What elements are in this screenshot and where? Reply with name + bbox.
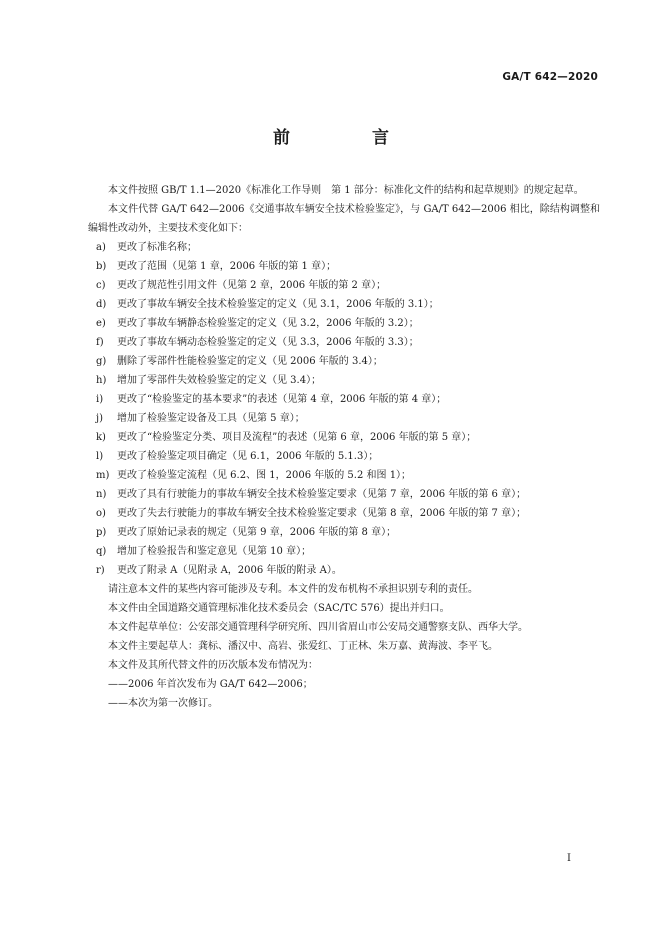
list-item-text: 更改了“检验鉴定分类、项目及流程”的表述（见第 6 章，2006 年版的第 5 章）； bbox=[117, 432, 477, 443]
history-item: ——本次为第一次修订。 bbox=[108, 698, 218, 709]
list-marker: g) bbox=[96, 356, 107, 367]
list-item bbox=[88, 390, 600, 409]
list-item-text: 更改了原始记录表的规定（见第 9 章，2006 年版的第 8 章）； bbox=[117, 527, 397, 538]
list-item-text: 更改了标准名称； bbox=[117, 242, 197, 253]
list-item bbox=[88, 485, 600, 504]
list-marker: f) bbox=[96, 337, 104, 348]
list-item bbox=[88, 447, 600, 466]
list-item-text: 增加了零部件失效检验鉴定的定义（见 3.4）； bbox=[117, 375, 322, 386]
list-marker: b) bbox=[96, 261, 107, 272]
intro-paragraph: 本文件代替 GA/T 642—2006《交通事故车辆安全技术检验鉴定》，与 GA/T 642—2006 相比，除结构调整和编辑性改动外，主要技术变化如下： bbox=[88, 204, 600, 234]
list-marker: c) bbox=[96, 280, 106, 291]
list-item-text: 更改了事故车辆动态检验鉴定的定义（见 3.3，2006 年版的 3.3）； bbox=[117, 337, 419, 348]
drafters: 本文件主要起草人：龚标、潘汉中、高岩、张爱红、丁正林、朱万嘉、黄海波、李平飞。 bbox=[108, 641, 498, 652]
list-item-text: 更改了检验鉴定项目确定（见 6.1，2006 年版的 5.1.3）； bbox=[117, 451, 379, 462]
list-item bbox=[88, 504, 600, 523]
list-marker: e) bbox=[96, 318, 106, 329]
list-marker: l) bbox=[96, 451, 104, 462]
list-item bbox=[88, 333, 600, 352]
list-marker: o) bbox=[96, 508, 106, 519]
list-marker: h) bbox=[96, 375, 107, 386]
standard-code: GA/T 642—2020 bbox=[502, 71, 598, 83]
page-number: I bbox=[567, 853, 571, 864]
list-item-text: 更改了范围（见第 1 章，2006 年版的第 1 章）； bbox=[117, 261, 337, 272]
list-item-text: 更改了事故车辆安全技术检验鉴定的定义（见 3.1，2006 年版的 3.1）； bbox=[117, 299, 439, 310]
list-item bbox=[88, 314, 600, 333]
list-item-text: 更改了规范性引用文件（见第 2 章，2006 年版的第 2 章）； bbox=[117, 280, 387, 291]
list-item bbox=[88, 352, 600, 371]
history-item: ——2006 年首次发布为 GA/T 642—2006； bbox=[108, 679, 313, 690]
list-marker: q) bbox=[96, 546, 107, 557]
history-heading: 本文件及其所代替文件的历次版本发布情况为： bbox=[108, 660, 318, 671]
proposer-statement: 本文件由全国道路交通管理标准化技术委员会（SAC/TC 576）提出并归口。 bbox=[108, 603, 450, 614]
list-item bbox=[88, 561, 600, 580]
list-item bbox=[88, 466, 600, 485]
patent-notice: 请注意本文件的某些内容可能涉及专利。本文件的发布机构不承担识别专利的责任。 bbox=[108, 584, 478, 595]
list-item bbox=[88, 523, 600, 542]
list-marker: p) bbox=[96, 527, 107, 538]
list-marker: a) bbox=[96, 242, 106, 253]
list-item bbox=[88, 428, 600, 447]
list-item-text: 增加了检验鉴定设备及工具（见第 5 章）； bbox=[117, 413, 305, 424]
list-item bbox=[88, 238, 600, 257]
page-title: 前 言 bbox=[273, 128, 427, 148]
list-marker: k) bbox=[96, 432, 106, 443]
list-item-text: 更改了失去行驶能力的事故车辆安全技术检验鉴定要求（见第 8 章，2006 年版的第 7 章）； bbox=[117, 508, 527, 519]
list-item-text: 删除了零部件性能检验鉴定的定义（见 2006 年版的 3.4）； bbox=[117, 356, 383, 367]
list-item-text: 更改了附录 A（见附录 A，2006 年版的附录 A）。 bbox=[117, 565, 342, 576]
list-item bbox=[88, 276, 600, 295]
intro-paragraph: 本文件按照 GB/T 1.1—2020《标准化工作导则 第 1 部分：标准化文件的结构和起草规则》的规定起草。 bbox=[108, 185, 584, 196]
list-marker: j) bbox=[96, 413, 104, 424]
list-item-text: 更改了事故车辆静态检验鉴定的定义（见 3.2，2006 年版的 3.2）； bbox=[117, 318, 419, 329]
list-item bbox=[88, 371, 600, 390]
list-marker: d) bbox=[96, 299, 107, 310]
list-marker: r) bbox=[96, 565, 105, 576]
changes-list bbox=[88, 238, 600, 580]
list-item bbox=[88, 409, 600, 428]
list-item bbox=[88, 542, 600, 561]
list-item bbox=[88, 295, 600, 314]
list-marker: m) bbox=[96, 470, 110, 481]
drafting-organizations: 本文件起草单位：公安部交通管理科学研究所、四川省眉山市公安局交通警察支队、西华大学。 bbox=[108, 622, 528, 633]
list-item bbox=[88, 257, 600, 276]
list-item-text: 更改了具有行驶能力的事故车辆安全技术检验鉴定要求（见第 7 章，2006 年版的第 6 章）； bbox=[117, 489, 527, 500]
list-marker: i) bbox=[96, 394, 104, 405]
foreword-body bbox=[88, 181, 600, 713]
list-marker: n) bbox=[96, 489, 107, 500]
list-item-text: 增加了检验报告和鉴定意见（见第 10 章）； bbox=[117, 546, 312, 557]
list-item-text: 更改了“检验鉴定的基本要求”的表述（见第 4 章，2006 年版的第 4 章）； bbox=[117, 394, 447, 405]
list-item-text: 更改了检验鉴定流程（见 6.2、图 1，2006 年版的 5.2 和图 1）； bbox=[117, 470, 412, 481]
